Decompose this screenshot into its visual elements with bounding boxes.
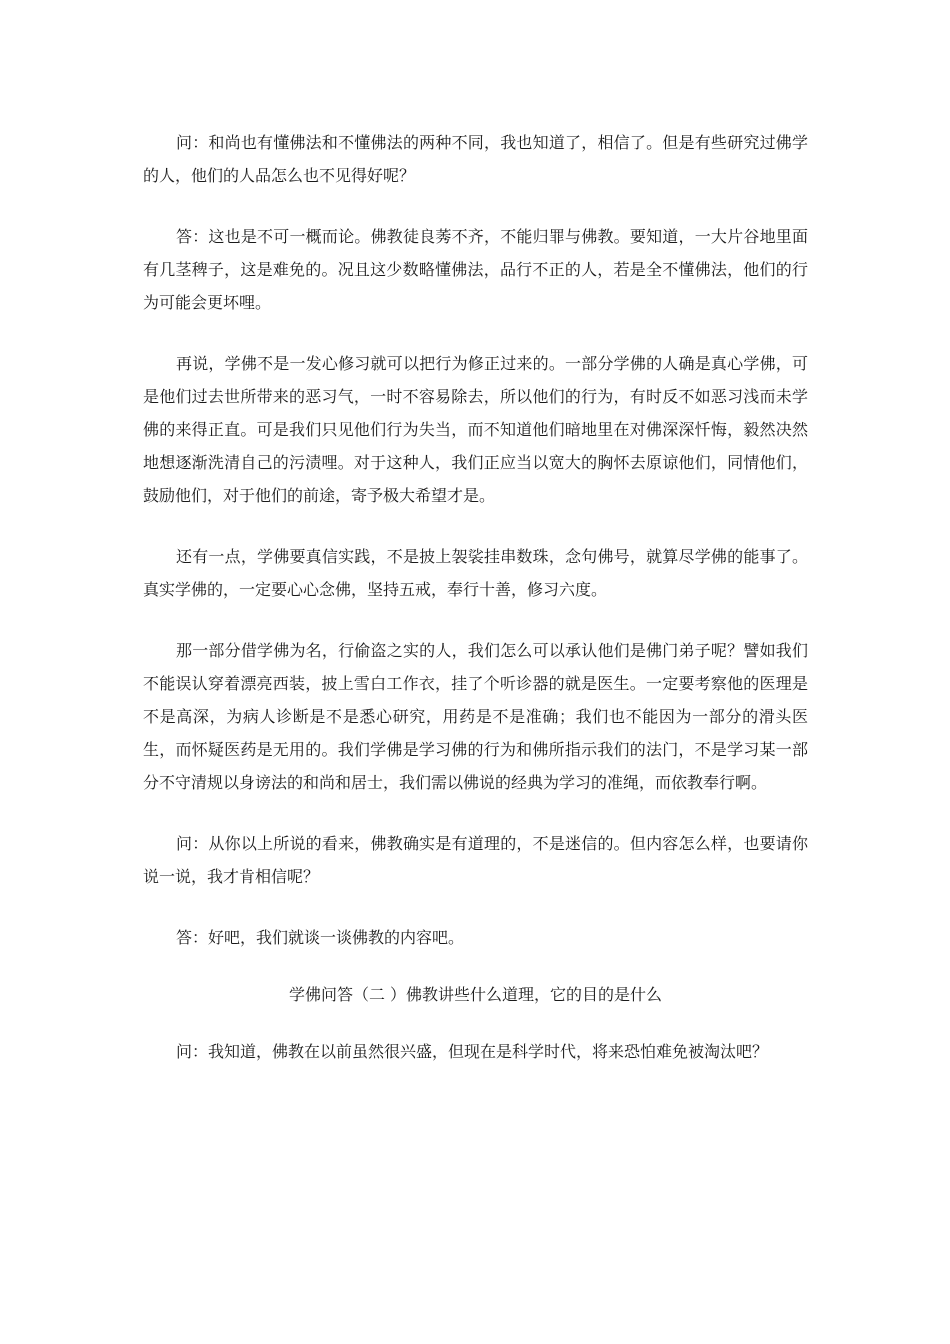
section-heading: 学佛问答（二 ）佛教讲些什么道理，它的目的是什么 (288, 985, 663, 1004)
paragraph-question-1: 问：和尚也有懂佛法和不懂佛法的两种不同，我也知道了，相信了。但是有些研究过佛学的人，他们的人品怎么也不见得好呢？ (143, 133, 808, 185)
paragraph-answer-5: 答：好吧，我们就谈一谈佛教的内容吧。 (176, 928, 465, 947)
paragraph-answer-3: 还有一点，学佛要真信实践，不是披上袈裟挂串数珠，念句佛号，就算尽学佛的能事了。真实学佛的，一定要心心念佛，坚持五戒，奉行十善，修习六度。 (143, 547, 808, 599)
document-body (143, 126, 808, 1068)
paragraph-question-3: 问：我知道，佛教在以前虽然很兴盛，但现在是科学时代，将来恐怕难免被淘汰吧？ (176, 1042, 769, 1061)
paragraph-answer-2: 再说，学佛不是一发心修习就可以把行为修正过来的。一部分学佛的人确是真心学佛，可是他们过去世所带来的恶习气，一时不容易除去，所以他们的行为，有时反不如恶习浅而未学佛的来得正直。可是我们只见他们行为失当，而不知道他们暗地里在对佛深深忏悔，毅然决然地想逐渐洗清自己的污渍哩。对于这种人，我们正应当以宽大的胸怀去原谅他们，同情他们，鼓励他们，对于他们的前途，寄予极大希望才是。 (143, 354, 808, 505)
paragraph-answer-1: 答：这也是不可一概而论。佛教徒良莠不齐，不能归罪与佛教。要知道，一大片谷地里面有几茎稗子，这是难免的。况且这少数略懂佛法，品行不正的人，若是全不懂佛法，他们的行为可能会更坏哩。 (143, 227, 808, 312)
paragraph-answer-4: 那一部分借学佛为名，行偷盗之实的人，我们怎么可以承认他们是佛门弟子呢？譬如我们不能误认穿着漂亮西装，披上雪白工作衣，挂了个听诊器的就是医生。一定要考察他的医理是不是高深，为病人诊断是不是悉心研究，用药是不是准确；我们也不能因为一部分的滑头医生，而怀疑医药是无用的。我们学佛是学习佛的行为和佛所指示我们的法门，不是学习某一部分不守清规以身谤法的和尚和居士，我们需以佛说的经典为学习的准绳，而依教奉行啊。 (143, 641, 808, 792)
paragraph-question-2: 问：从你以上所说的看来，佛教确实是有道理的，不是迷信的。但内容怎么样，也要请你说一说，我才肯相信呢？ (143, 834, 808, 886)
